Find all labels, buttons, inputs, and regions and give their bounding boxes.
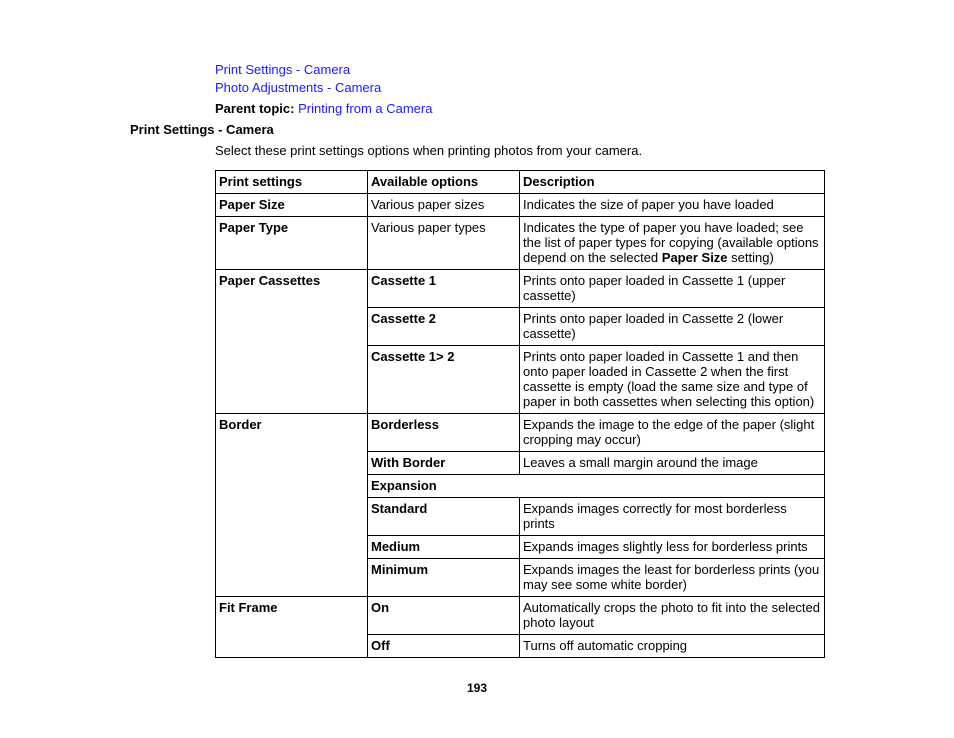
page-number: 193 [467, 681, 488, 695]
print-settings-table [215, 170, 825, 658]
table-row [216, 217, 825, 270]
option-cell: On [368, 597, 520, 635]
option-cell: With Border [368, 452, 520, 475]
table-row [216, 597, 825, 635]
description-text: Indicates the type of paper you have loaded; see the list of paper types for copying (available options depend on the selected [523, 220, 819, 265]
header-available-options: Available options [368, 171, 520, 194]
description-cell: Prints onto paper loaded in Cassette 1 and then onto paper loaded in Cassette 2 when the first cassette is empty (load the same size and type of paper in both cassettes when selecting this option) [520, 346, 825, 414]
option-cell: Cassette 1 [368, 270, 520, 308]
setting-cell: Paper Type [216, 217, 368, 270]
description-cell: Leaves a small margin around the image [520, 452, 825, 475]
description-cell: Prints onto paper loaded in Cassette 1 (upper cassette) [520, 270, 825, 308]
description-cell: Turns off automatic cropping [520, 635, 825, 658]
setting-cell: Fit Frame [216, 597, 368, 658]
description-bold-text: Paper Size [661, 250, 728, 265]
description-cell: Expands images the least for borderless prints (you may see some white border) [520, 559, 825, 597]
expansion-label-cell: Expansion [368, 475, 825, 498]
parent-topic [215, 101, 432, 116]
setting-cell: Border [216, 414, 368, 597]
option-cell: Borderless [368, 414, 520, 452]
parent-topic-label: Parent topic: [215, 101, 295, 116]
description-cell: Prints onto paper loaded in Cassette 2 (lower cassette) [520, 308, 825, 346]
setting-cell: Paper Size [216, 194, 368, 217]
description-cell: Expands images correctly for most borderless prints [520, 498, 825, 536]
description-cell [520, 217, 825, 270]
header-description: Description [520, 171, 825, 194]
description-cell: Indicates the size of paper you have loaded [520, 194, 825, 217]
table-row [216, 414, 825, 452]
option-cell: Standard [368, 498, 520, 536]
link-printing-from-camera[interactable]: Printing from a Camera [298, 101, 433, 116]
option-cell: Cassette 1> 2 [368, 346, 520, 414]
table-header-row [216, 171, 825, 194]
table-row [216, 270, 825, 308]
description-cell: Automatically crops the photo to fit into the selected photo layout [520, 597, 825, 635]
option-cell: Medium [368, 536, 520, 559]
description-cell: Expands images slightly less for borderless prints [520, 536, 825, 559]
option-cell: Various paper sizes [368, 194, 520, 217]
setting-cell: Paper Cassettes [216, 270, 368, 414]
section-title: Print Settings - Camera [130, 122, 274, 137]
intro-text: Select these print settings options when printing photos from your camera. [215, 143, 643, 158]
description-text: setting) [727, 250, 774, 265]
description-cell: Expands the image to the edge of the paper (slight cropping may occur) [520, 414, 825, 452]
option-cell: Minimum [368, 559, 520, 597]
header-print-settings: Print settings [216, 171, 368, 194]
option-cell: Off [368, 635, 520, 658]
option-cell: Various paper types [368, 217, 520, 270]
table-row [216, 194, 825, 217]
option-cell: Cassette 2 [368, 308, 520, 346]
link-photo-adjustments-camera[interactable]: Photo Adjustments - Camera [215, 80, 382, 95]
link-print-settings-camera[interactable]: Print Settings - Camera [215, 62, 351, 77]
